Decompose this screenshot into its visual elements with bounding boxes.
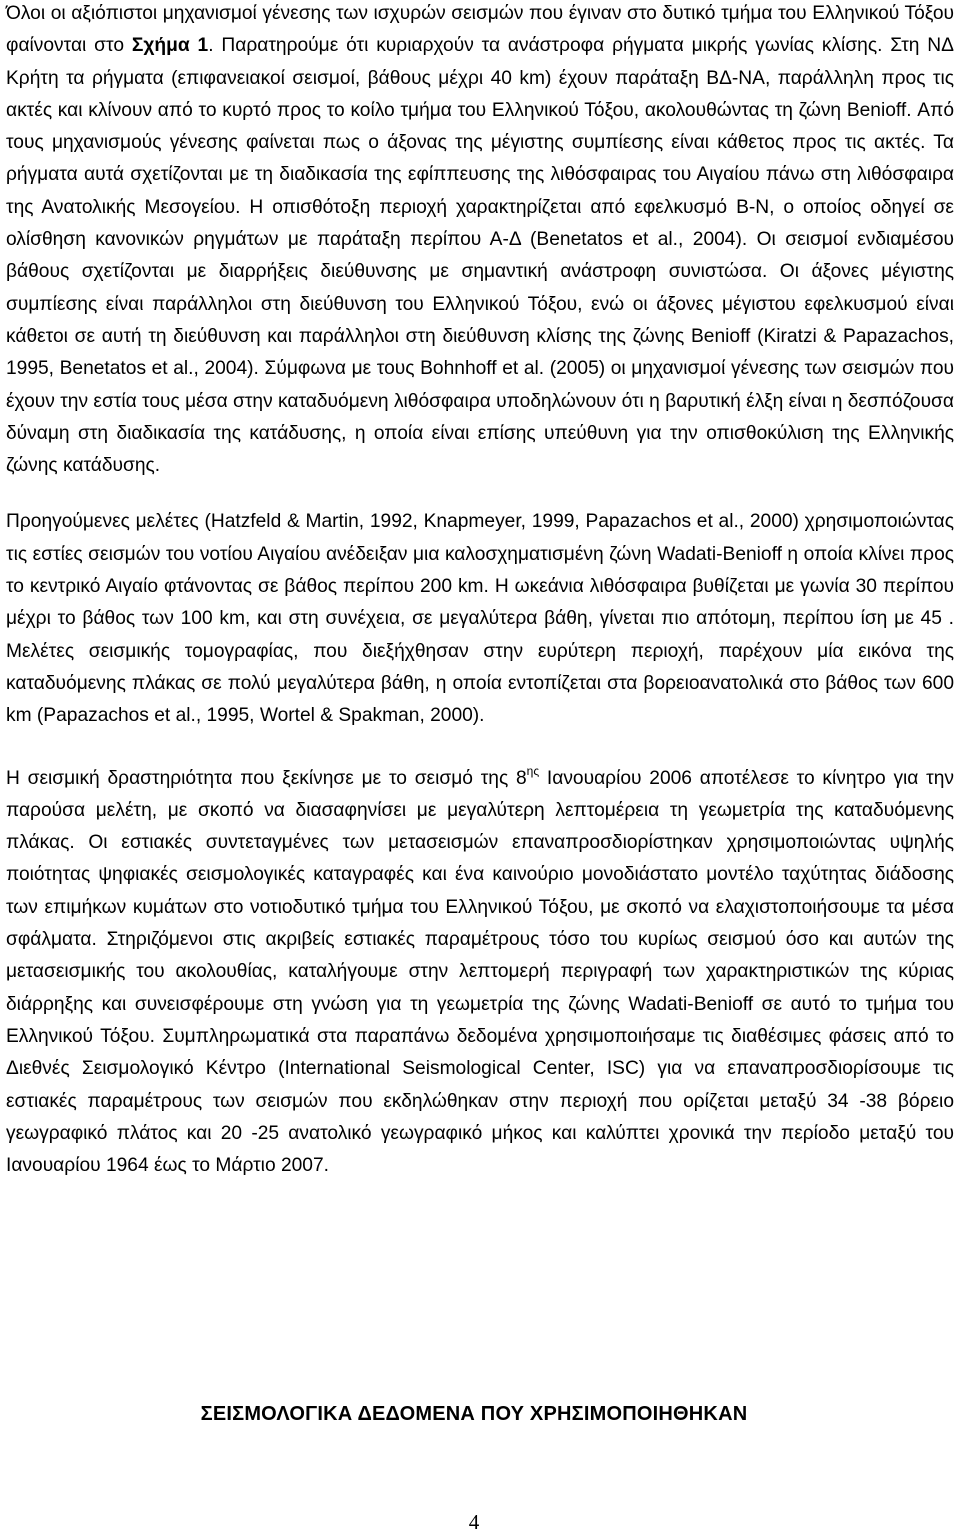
ordinal-superscript: ης — [526, 763, 540, 778]
paragraph-text: Ιανουαρίου 2006 αποτέλεσε το κίνητρο για την παρούσα μελέτη, με σκοπό να διασαφηνίσει με μεγαλύτερη λεπτομέρεια τη γεωμετρία της καταδυόμενης πλάκας. Οι εστιακές συντεταγμένες των μετασεισμών επαναπροσδιορίστηκαν χρησιμοποιώντας υψηλής ποιότητας ψηφιακές σεισμολογικές καταγραφές και ένα καινούριο μονοδιάστατο μοντέλο ταχύτητας διάδοσης των επιμήκων κυμάτων στο νοτιοδυτικό τμήμα του Ελληνικού Τόξου, με σκοπό να ελαχιστοποιήσουμε τα μέσα σφάλματα. Στηριζόμενοι στις ακριβείς εστιακές παραμέτρους τόσο του κυρίως σεισμού όσο και αυτών της μετασεισμικής του ακολουθίας, καταλήγουμε στην λεπτομερή περιγραφή των χαρακτηριστικών της κύριας διάρρηξης και συνεισφέρουμε στη γνώση για τη γεωμετρία της ζώνης Wadati-Benioff σε αυτό το τμήμα του Ελληνικού Τόξου. Συμπληρωματικά στα παραπάνω δεδομένα χρησιμοποιήσαμε τις διαθέσιμες φάσεις από το Διεθνές Σεισμολογικό Κέντρο (International Seismological Center, ISC) για να επαναπροσδιορίσουμε τις εστιακές παραμέτρους των σεισμών που εκδηλώθηκαν στην περιοχή που ορίζεται μεταξύ 34 -38 βόρειο γεωγραφικό πλάτος και 20 -25 ανατολικό γεωγραφικό μήκος και καλύπτει χρονικά την περίοδο μεταξύ του Ιανουαρίου 1964 έως το Μάρτιο 2007. — [6, 767, 954, 1177]
document-page — [6, 0, 954, 1182]
figure-reference: Σχήμα 1 — [131, 35, 209, 57]
page-number: 4 — [468, 1510, 480, 1534]
paragraph-text: . Παρατηρούμε ότι κυριαρχούν τα ανάστροφα ρήγματα μικρής γωνίας κλίσης. Στη ΝΔ Κρήτη τα ρήγματα (επιφανειακοί σεισμοί, βάθους μέχρι 40 km) έχουν παράταξη ΒΔ-ΝΑ, παράλληλη προς τις ακτές και κλίνουν από το κυρτό προς το κοίλο τμήμα του Ελληνικού Τόξου, ακολουθώντας τη ζώνη Benioff. Από τους μηχανισμούς γένεσης φαίνεται πως ο άξονας της μέγιστης συμπίεσης είναι κάθετος προς τις ακτές. Τα ρήγματα αυτά σχετίζονται με τη διαδικασία της εφίππευσης της λιθόσφαιρας του Αιγαίου πάνω στη λιθόσφαιρα της Ανατολικής Μεσογείου. Η οπισθότοξη περιοχή χαρακτηρίζεται από εφελκυσμό Β-Ν, ο οποίος οδηγεί σε ολίσθηση κανονικών ρηγμάτων με παράταξη περίπου Α-Δ (Benetatos et al., 2004). Οι σεισμοί ενδιαμέσου βάθους σχετίζονται με διαρρήξεις διεύθυνσης με σημαντική ανάστροφη συνιστώσα. Οι άξονες μέγιστης συμπίεσης είναι παράλληλοι στη διεύθυνση του Ελληνικού Τόξου, ενώ οι άξονες μέγιστου εφελκυσμού είναι κάθετοι σε αυτή τη διεύθυνση και παράλληλοι στη διεύθυνση κλίσης της ζώνης Benioff (Kiratzi & Papazachos, 1995, Benetatos et al., 2004). Σύμφωνα με τους Bohnhoff et al. (2005) οι μηχανισμοί γένεσης των σεισμών που έχουν την εστία τους μέσα στην καταδυόμενη λιθόσφαιρα υποδηλώνουν ότι η βαρυτική έλξη είναι η δεσπόζουσα δύναμη στη διαδικασία της κατάδυσης, η οποία είναι επίσης υπεύθυνη για την οπισθοκύλιση της Ελληνικής ζώνης κατάδυσης. — [6, 35, 954, 477]
paragraph-seismic-activity — [6, 763, 954, 1183]
paragraph-text: Η σεισμική δραστηριότητα που ξεκίνησε με το σεισμό της 8 — [6, 767, 527, 789]
paragraph-text: Όλοι οι αξιόπιστοι μηχανισμοί γένεσης των ισχυρών σεισμών που έγιναν στο δυτικό τμήμα του Ελληνικού Τόξου φαίνονται στο — [6, 3, 954, 57]
paragraph-previous-studies: Προηγούμενες μελέτες (Hatzfeld & Martin, 1992, Knapmeyer, 1999, Papazachos et al., 2000) χρησιμοποιώντας τις εστίες σεισμών του νοτίου Αιγαίου ανέδειξαν μια καλοσχηματισμένη ζώνη Wadati-Benioff η οποία κλίνει προς το κεντρικό Αιγαίο φτάνοντας σε βάθος περίπου 200 km. Η ωκεάνια λιθόσφαιρα βυθίζεται με γωνία 30 περίπου μέχρι το βάθος των 100 km, και στη συνέχεια, σε μεγαλύτερα βάθη, γίνεται πιο απότομη, περίπου ίση με 45 . Μελέτες σεισμικής τομογραφίας, που διεξήχθησαν στην ευρύτερη περιοχή, παρέχουν μία εικόνα της καταδυόμενης πλάκας σε πολύ μεγαλύτερα βάθη, η οποία εντοπίζεται στα βορειοανατολικά στο βάθος των 600 km (Papazachos et al., 1995, Wortel & Spakman, 2000). — [6, 511, 954, 727]
paragraph-focal-mechanisms — [6, 0, 954, 482]
section-heading: ΣΕΙΣΜΟΛΟΓΙΚΑ ΔΕΔΟΜΕΝΑ ΠΟΥ ΧΡΗΣΙΜΟΠΟΙΗΘΗΚΑΝ — [200, 1403, 748, 1425]
